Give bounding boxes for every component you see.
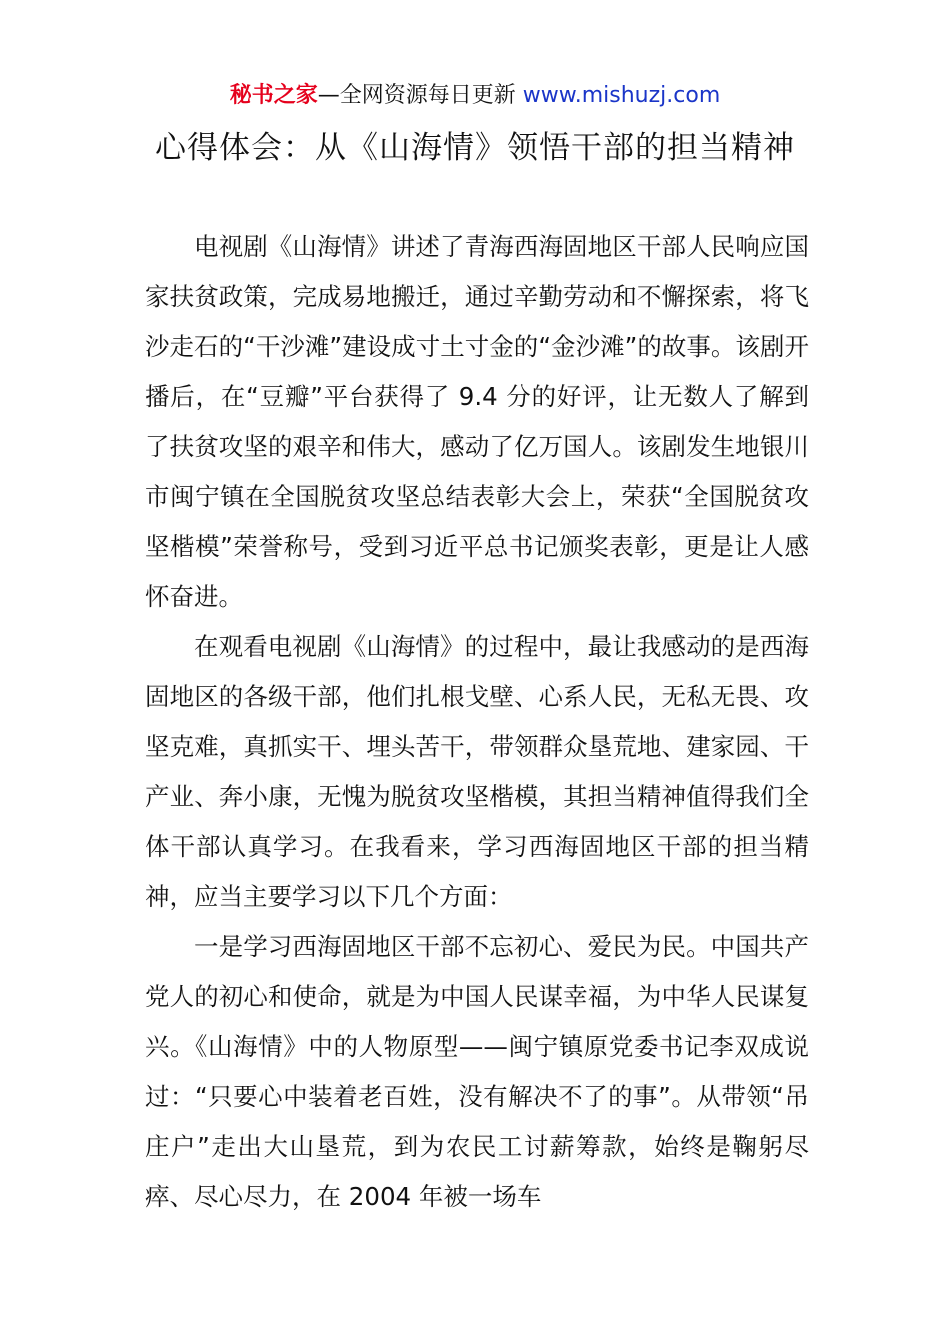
- site-header: [0, 80, 950, 112]
- document-title: 心得体会：从《山海情》领悟干部的担当精神: [155, 130, 795, 166]
- site-brand: 秘书之家: [229, 83, 318, 108]
- paragraph-3: 一是学习西海固地区干部不忘初心、爱民为民。中国共产党人的初心和使命，就是为中国人民谋幸福，为中华人民谋复兴。《山海情》中的人物原型——闽宁镇原党委书记李双成说过：“只要心中装着老百姓，没有解决不了的事”。从带领“吊庄户”走出大山垦荒，到为农民工讨薪筹款，始终是鞠躬尽瘁、尽心尽力，在 2004 年被一场车: [145, 932, 809, 1211]
- site-url-link[interactable]: www.mishuzj.com: [522, 83, 721, 108]
- site-tagline: —全网资源每日更新: [317, 83, 516, 108]
- paragraph-2: 在观看电视剧《山海情》的过程中，最让我感动的是西海固地区的各级干部，他们扎根戈壁、心系人民，无私无畏、攻坚克难，真抓实干、埋头苦干，带领群众垦荒地、建家园、干产业、奔小康，无愧为脱贫攻坚楷模，其担当精神值得我们全体干部认真学习。在我看来，学习西海固地区干部的担当精神，应当主要学习以下几个方面：: [145, 632, 809, 911]
- paragraph-1: 电视剧《山海情》讲述了青海西海固地区干部人民响应国家扶贫政策，完成易地搬迁，通过辛勤劳动和不懈探索，将飞沙走石的“干沙滩”建设成寸土寸金的“金沙滩”的故事。该剧开播后，在“豆瓣”平台获得了 9.4 分的好评，让无数人了解到了扶贫攻坚的艰辛和伟大，感动了亿万国人。该剧发生地银川市闽宁镇在全国脱贫攻坚总结表彰大会上，荣获“全国脱贫攻坚楷模”荣誉称号，受到习近平总书记颁奖表彰，更是让人感怀奋进。: [145, 232, 809, 611]
- document-body: [145, 222, 809, 1222]
